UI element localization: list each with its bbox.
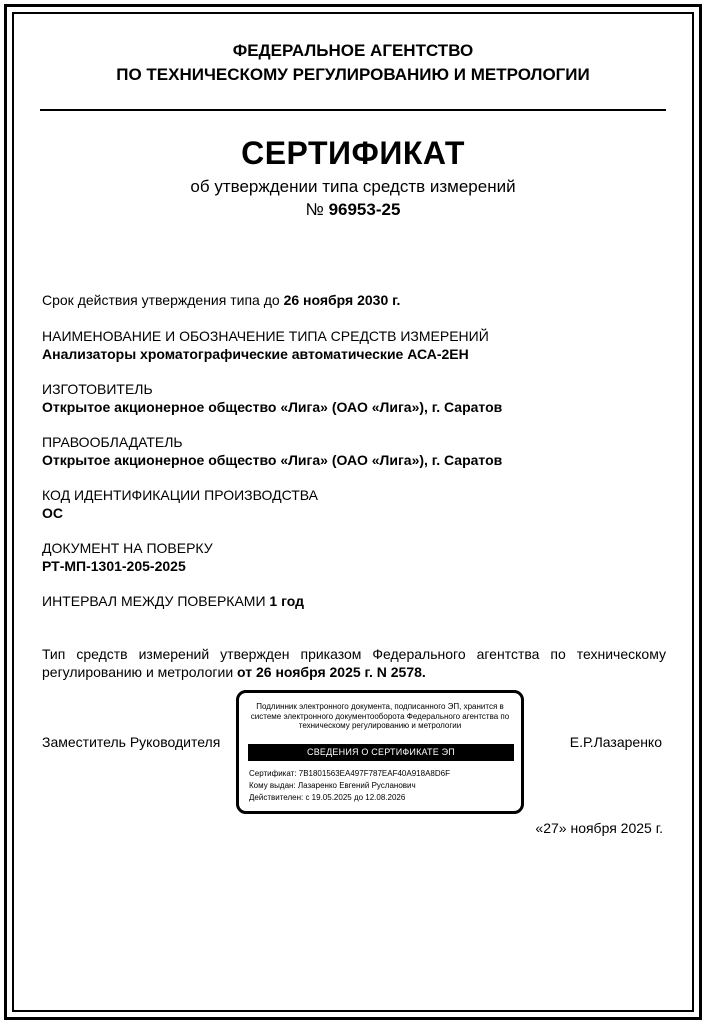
interval-value: 1 год xyxy=(269,593,304,609)
validity-line xyxy=(42,291,666,309)
signer-name: Е.Р.Лазаренко xyxy=(569,734,662,750)
ep-stamp-header-bar: СВЕДЕНИЯ О СЕРТИФИКАТЕ ЭП xyxy=(248,744,514,761)
electronic-signature-stamp xyxy=(236,690,524,814)
header-divider xyxy=(40,109,666,111)
production-code-field xyxy=(42,486,666,522)
holder-label: ПРАВООБЛАДАТЕЛЬ xyxy=(42,434,183,450)
approval-order-paragraph xyxy=(42,645,666,681)
ep-certificate-owner: Кому выдан: Лазаренко Евгений Русланович xyxy=(249,781,416,790)
approval-order-date: от 26 ноября 2025 г. N 2578. xyxy=(237,664,426,680)
type-name-label: НАИМЕНОВАНИЕ И ОБОЗНАЧЕНИЕ ТИПА СРЕДСТВ ИЗМЕРЕНИЙ xyxy=(42,328,489,344)
ep-certificate-serial: Сертификат: 7B1801563EA497F787EAF40A918A8D6F xyxy=(249,769,450,778)
holder-field xyxy=(42,433,666,469)
interval-label: ИНТЕРВАЛ МЕЖДУ ПОВЕРКАМИ xyxy=(42,593,266,609)
verification-doc-label: ДОКУМЕНТ НА ПОВЕРКУ xyxy=(42,540,213,556)
agency-name-line1: ФЕДЕРАЛЬНОЕ АГЕНТСТВО xyxy=(232,41,474,60)
certificate-title: СЕРТИФИКАТ xyxy=(241,135,465,171)
issue-date: «27» ноября 2025 г. xyxy=(535,820,663,836)
interval-field xyxy=(42,592,666,610)
certificate-number xyxy=(0,200,706,220)
production-code-value: ОС xyxy=(42,505,63,521)
ep-certificate-validity: Действителен: с 19.05.2025 до 12.08.2026 xyxy=(249,793,406,802)
holder-value: Открытое акционерное общество «Лига» (ОАО «Лига»), г. Саратов xyxy=(42,452,503,468)
certificate-subtitle: об утверждении типа средств измерений xyxy=(190,177,516,196)
production-code-label: КОД ИДЕНТИФИКАЦИИ ПРОИЗВОДСТВА xyxy=(42,487,318,503)
certificate-number-value: 96953-25 xyxy=(328,200,401,219)
manufacturer-label: ИЗГОТОВИТЕЛЬ xyxy=(42,381,153,397)
verification-doc-field xyxy=(42,539,666,575)
manufacturer-value: Открытое акционерное общество «Лига» (ОАО «Лига»), г. Саратов xyxy=(42,399,503,415)
verification-doc-value: РТ-МП-1301-205-2025 xyxy=(42,558,186,574)
type-name-field xyxy=(42,327,666,363)
agency-name-line2: ПО ТЕХНИЧЕСКОМУ РЕГУЛИРОВАНИЮ И МЕТРОЛОГИИ xyxy=(116,65,590,84)
validity-label: Срок действия утверждения типа до xyxy=(42,292,280,308)
certificate-number-prefix: № xyxy=(305,200,324,219)
type-name-value: Анализаторы хроматографические автоматические АСА-2ЕН xyxy=(42,346,469,362)
signer-position: Заместитель Руководителя xyxy=(42,734,221,750)
ep-stamp-intro: Подлинник электронного документа, подписанного ЭП, хранится в системе электронного документооборота Федерального агентства по техническому регулированию и метрологии xyxy=(250,702,510,731)
approval-order-text: Тип средств измерений утвержден приказом Федерального агентства по техническому регулированию и метрологии xyxy=(42,646,666,680)
manufacturer-field xyxy=(42,380,666,416)
validity-date: 26 ноября 2030 г. xyxy=(283,292,401,308)
